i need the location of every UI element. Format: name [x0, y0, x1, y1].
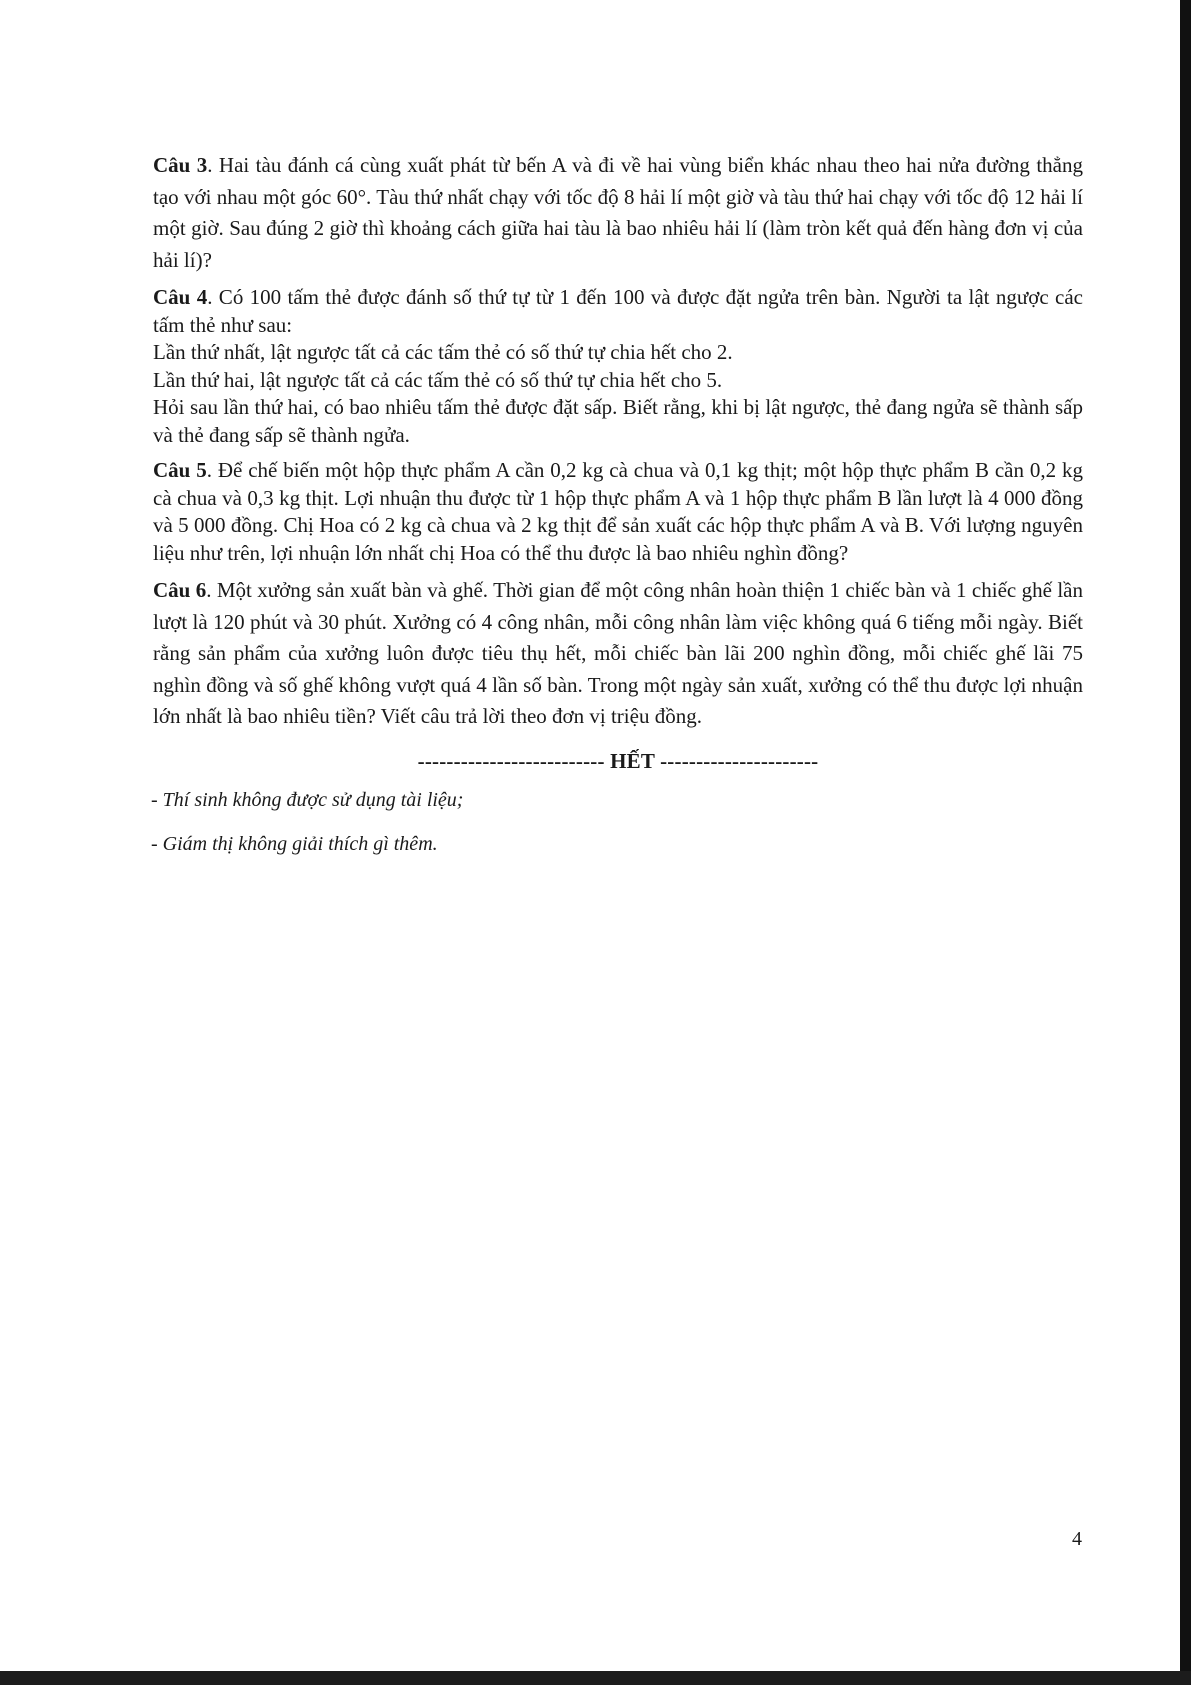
question-text: . Có 100 tấm thẻ được đánh số thứ tự từ 1 đến 100 và được đặt ngửa trên bàn. Người ta lật ngược các tấm thẻ như sau:: [153, 285, 1083, 337]
question-text: . Một xưởng sản xuất bàn và ghế. Thời gian để một công nhân hoàn thiện 1 chiếc bàn và 1 chiếc ghế lần lượt là 120 phút và 30 phút. Xưởng có 4 công nhân, mỗi công nhân làm việc không quá 6 tiếng mỗi ngày. Biết rằng sản phẩm của xưởng luôn được tiêu thụ hết, mỗi chiếc bàn lãi 200 nghìn đồng, mỗi chiếc ghế lãi 75 nghìn đồng và số ghế không vượt quá 4 lần số bàn. Trong một ngày sản xuất, xưởng có thể thu được lợi nhuận lớn nhất là bao nhiêu tiền? Viết câu trả lời theo đơn vị triệu đồng.: [153, 578, 1083, 728]
question-text: . Hai tàu đánh cá cùng xuất phát từ bến A và đi về hai vùng biển khác nhau theo hai nửa đường thẳng tạo với nhau một góc 60°. Tàu thứ nhất chạy với tốc độ 8 hải lí một giờ và tàu thứ hai chạy với tốc độ 12 hải lí một giờ. Sau đúng 2 giờ thì khoảng cách giữa hai tàu là bao nhiêu hải lí (làm tròn kết quả đến hàng đơn vị của hải lí)?: [153, 153, 1083, 272]
question-5: [153, 457, 1083, 567]
note-no-materials: - Thí sinh không được sử dụng tài liệu;: [151, 788, 464, 811]
question-6: [153, 575, 1083, 733]
exam-page-content: [153, 150, 1083, 876]
question-label: Câu 5: [153, 458, 207, 482]
question-4: [153, 284, 1083, 449]
note-no-explanation: - Giám thị không giải thích gì thêm.: [151, 832, 438, 855]
question-label: Câu 3: [153, 153, 208, 177]
question-line: Lần thứ hai, lật ngược tất cả các tấm thẻ có số thứ tự chia hết cho 5.: [153, 367, 723, 392]
question-line: Lần thứ nhất, lật ngược tất cả các tấm thẻ có số thứ tự chia hết cho 2.: [153, 340, 733, 364]
scan-right-edge: [1180, 0, 1191, 1685]
question-text: . Để chế biến một hộp thực phẩm A cần 0,2 kg cà chua và 0,1 kg thịt; một hộp thực phẩm B cần 0,2 kg cà chua và 0,3 kg thịt. Lợi nhuận thu được từ 1 hộp thực phẩm A và 1 hộp thực phẩm B lần lượt là 4 000 đồng và 5 000 đồng. Chị Hoa có 2 kg cà chua và 2 kg thịt để sản xuất các hộp thực phẩm A và B. Với lượng nguyên liệu như trên, lợi nhuận lớn nhất chị Hoa có thể thu được là bao nhiêu nghìn đồng?: [153, 458, 1083, 565]
scan-bottom-edge: [0, 1671, 1191, 1685]
question-label: Câu 6: [153, 578, 207, 602]
question-line: Hỏi sau lần thứ hai, có bao nhiêu tấm thẻ được đặt sấp. Biết rằng, khi bị lật ngược, thẻ đang ngửa sẽ thành sấp và thẻ đang sấp sẽ thành ngửa.: [153, 395, 1083, 447]
end-marker: -------------------------- HẾT ----------------------: [417, 748, 819, 773]
page-number: 4: [1072, 1528, 1082, 1550]
question-3: [153, 150, 1083, 276]
question-label: Câu 4: [153, 285, 208, 309]
